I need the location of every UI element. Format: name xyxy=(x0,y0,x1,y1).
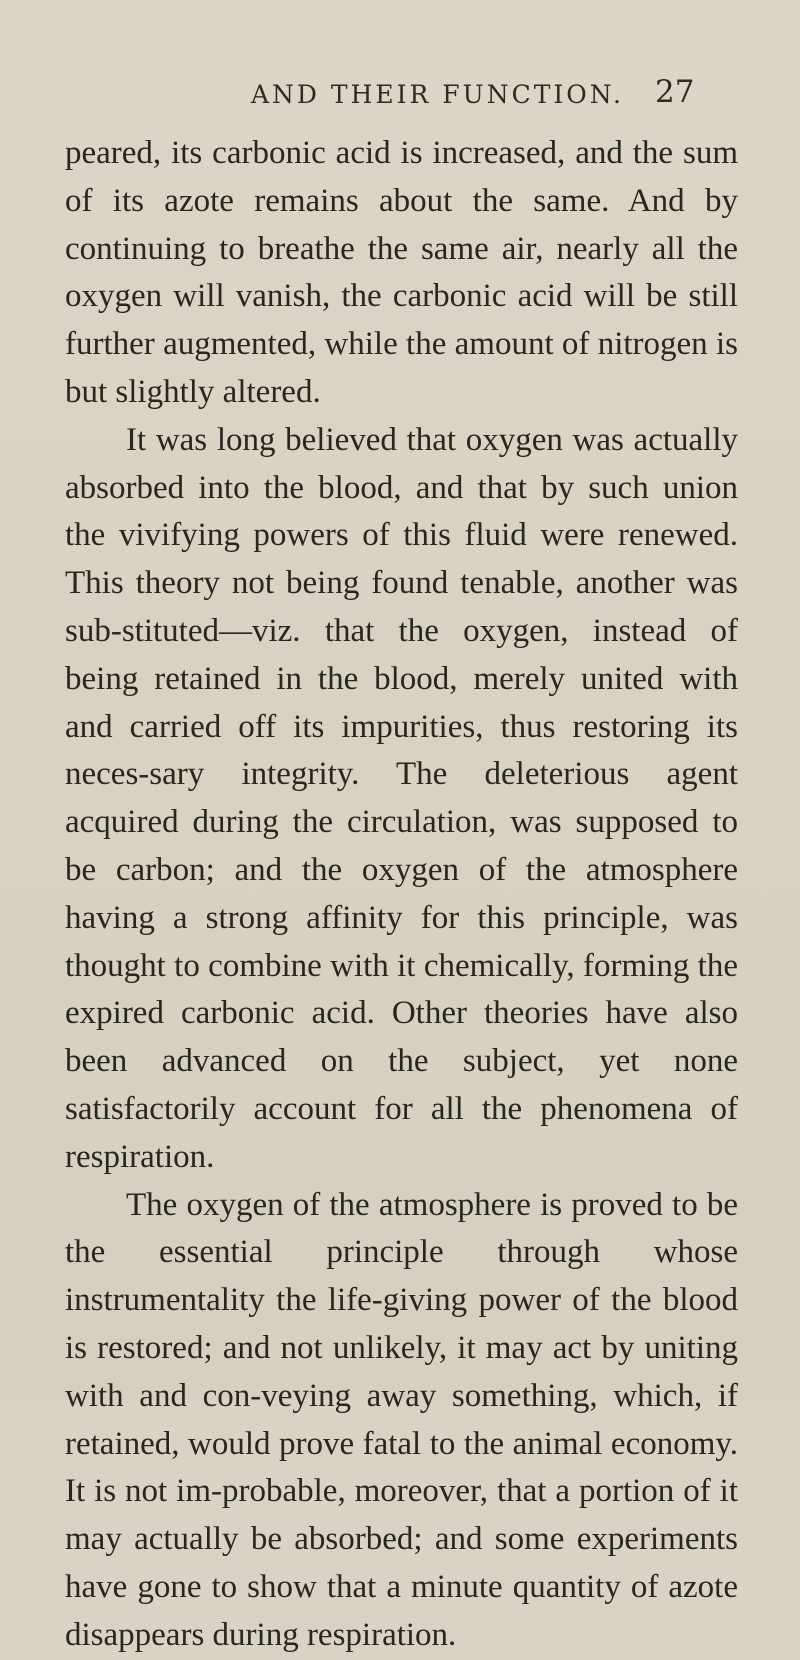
paragraph-2: It was long believed that oxygen was actually absorbed into the blood, and that by such union the vivifying powers of this fluid were renewed. This theory not being found tenable, another was sub-stituted—viz. that the oxygen, instead of being retained in the blood, merely united with and carried off its impurities, thus restoring its neces-sary integrity. The deleterious agent acquired during the circulation, was supposed to be carbon; and the oxygen of the atmosphere having a strong affinity for this principle, was thought to combine with it chemically, forming the expired carbonic acid. Other theories have also been advanced on the subject, yet none satisfactorily account for all the phenomena of respiration. xyxy=(65,421,738,1175)
body-text xyxy=(65,130,738,1660)
paragraph-3: The oxygen of the atmosphere is proved to be the essential principle through whose instrumentality the life-giving power of the blood is restored; and not unlikely, it may act by uniting with and con-veying away something, which, if retained, would prove fatal to the animal economy. It is not im-probable, moreover, that a portion of it may actually be absorbed; and some experiments have gone to show that a minute quantity of azote disappears during respiration. xyxy=(65,1186,738,1653)
page-number: 27 xyxy=(655,74,695,110)
running-head xyxy=(0,74,800,120)
paragraph-1: peared, its carbonic acid is increased, and the sum of its azote remains about the same. And by continuing to breathe the same air, nearly all the oxygen will vanish, the carbonic acid will be still further augmented, while the amount of nitrogen is but slightly altered. xyxy=(65,135,738,410)
running-head-title: AND THEIR FUNCTION. xyxy=(251,80,624,109)
